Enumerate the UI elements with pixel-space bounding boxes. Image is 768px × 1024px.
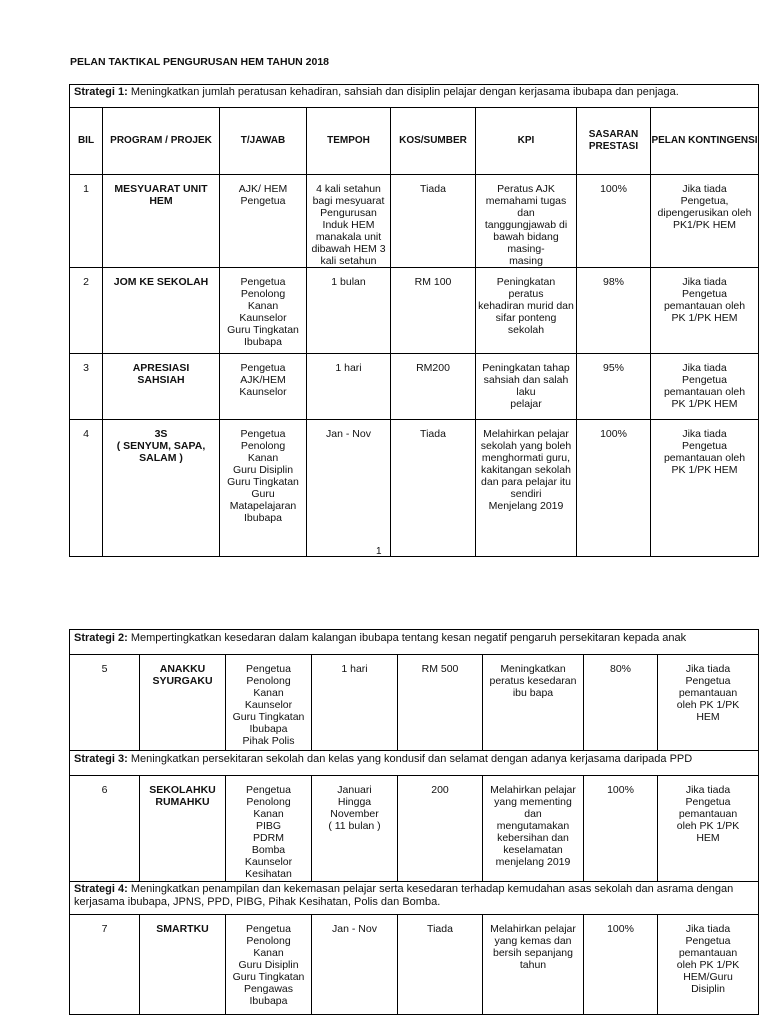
cell-tjawab-line: Pengetua <box>240 428 286 440</box>
col-header-kontingensi: PELAN KONTINGENSI <box>651 108 759 175</box>
cell-kpi-line: mengutamakan <box>496 820 570 832</box>
cell-kpi-line: menjelang 2019 <box>495 856 571 868</box>
cell-kpi-line: Peratus AJK <box>497 183 555 195</box>
cell-kpi-line: pelajar <box>510 398 542 410</box>
cell-tjawab-line: Kanan <box>253 808 284 820</box>
cell-bil-line: 7 <box>101 923 108 935</box>
cell-kpi-line: dan para pelajar itu <box>481 476 571 488</box>
cell-kontingensi-line: HEM/Guru <box>683 971 733 983</box>
cell-kpi-line: dan <box>524 808 542 820</box>
cell-tjawab-line: Ibubapa <box>244 512 282 524</box>
cell-kontingensi-line: Pengetua <box>682 288 727 300</box>
cell-kos-line: RM 100 <box>414 276 452 288</box>
cell-tjawab-line: Kanan <box>253 687 284 699</box>
cell-kpi-line: sendiri <box>510 488 542 500</box>
cell-sasaran <box>584 655 658 751</box>
cell-tjawab <box>220 354 307 420</box>
cell-tjawab-line: Penolong <box>246 796 291 808</box>
cell-kpi-line: kakitangan sekolah <box>481 464 571 476</box>
cell-kontingensi-line: Jika tiada <box>682 183 727 195</box>
cell-tempoh-line: ( 11 bulan ) <box>328 820 381 832</box>
cell-sasaran <box>577 354 651 420</box>
cell-sasaran-line: 100% <box>600 183 627 195</box>
cell-kontingensi-line: Jika tiada <box>682 276 727 288</box>
cell-tjawab-line: Guru Tingkatan <box>227 476 299 488</box>
cell-tjawab-line: Pengetua <box>246 663 291 675</box>
strategy-4-row <box>70 882 759 915</box>
cell-tempoh-line: kali setahun <box>320 255 377 267</box>
cell-kontingensi-line: oleh PK 1/PK <box>676 699 740 711</box>
strategy-4-label: Strategi 4: <box>74 883 128 895</box>
table-row <box>70 175 759 268</box>
cell-tjawab-line: Kaunselor <box>244 856 293 868</box>
strategy-1-label: Strategi 1: <box>74 86 128 98</box>
cell-kos <box>398 776 483 882</box>
cell-kontingensi-line: HEM <box>696 832 720 844</box>
cell-kpi-line: yang mementing <box>494 796 572 808</box>
col-header-program: PROGRAM / PROJEK <box>103 108 220 175</box>
cell-program-line: SEKOLAHKU <box>149 784 216 796</box>
cell-tjawab-line: Pengawas <box>243 983 294 995</box>
cell-kpi-line: sekolah <box>507 324 545 336</box>
tactical-plan-table-1 <box>69 84 759 557</box>
cell-kpi-line: Melahirkan pelajar <box>483 428 569 440</box>
cell-kontingensi-line: Pengetua <box>685 796 731 808</box>
cell-kontingensi-line: Pengetua <box>685 935 731 947</box>
cell-program-line: JOM KE SEKOLAH <box>113 276 209 288</box>
cell-sasaran <box>584 776 658 882</box>
cell-kpi-line: ibu bapa <box>512 687 554 699</box>
cell-kos-line: RM 500 <box>421 663 459 675</box>
cell-program <box>140 655 226 751</box>
cell-sasaran-line: 95% <box>602 362 624 374</box>
cell-tjawab-line: Guru Tingkatan <box>232 711 305 723</box>
cell-tempoh-line: Induk HEM <box>322 219 375 231</box>
col-header-tempoh: TEMPOH <box>307 108 391 175</box>
col-header-bil: BIL <box>70 108 103 175</box>
cell-kontingensi <box>658 655 759 751</box>
cell-tempoh-line: Januari <box>337 784 372 796</box>
cell-tempoh <box>307 420 391 557</box>
cell-program-line: HEM <box>149 195 173 207</box>
strategy-2-row <box>70 630 759 655</box>
cell-kpi-line: menghormati guru, <box>481 452 571 464</box>
table-row <box>70 420 759 557</box>
cell-tempoh-line: Jan - Nov <box>332 923 377 935</box>
cell-kpi-line: kebersihan dan <box>497 832 569 844</box>
cell-kpi-line: peratus kesedaran <box>489 675 577 687</box>
cell-tempoh-line: Jan - Nov <box>326 428 371 440</box>
cell-tempoh-line: Pengurusan <box>320 207 377 219</box>
col-header-kos: KOS/SUMBER <box>391 108 476 175</box>
cell-tjawab-line: Pengetua <box>246 923 291 935</box>
cell-kontingensi-line: oleh PK 1/PK <box>676 959 740 971</box>
cell-tempoh-line: dibawah HEM 3 <box>311 243 386 255</box>
cell-bil-line: 2 <box>83 276 89 288</box>
cell-tjawab-line: Guru Tingkatan <box>227 324 299 336</box>
cell-kpi <box>476 420 577 557</box>
cell-program <box>103 354 220 420</box>
cell-bil <box>70 915 140 1015</box>
cell-kpi-line: sifar ponteng <box>495 312 557 324</box>
cell-kontingensi-line: pemantauan <box>678 808 738 820</box>
cell-kpi-line: masing <box>509 255 543 267</box>
cell-kontingensi <box>651 354 759 420</box>
cell-program <box>103 175 220 268</box>
cell-kontingensi <box>658 776 759 882</box>
table-header-row <box>70 108 759 175</box>
table-row <box>70 354 759 420</box>
cell-bil-line: 1 <box>83 183 89 195</box>
cell-sasaran-line: 98% <box>602 276 624 288</box>
cell-tjawab-line: Ibubapa <box>244 336 282 348</box>
cell-tjawab-line: AJK/HEM <box>240 374 286 386</box>
cell-program <box>140 915 226 1015</box>
strategy-4-text: Meningkatkan penampilan dan kekemasan pelajar serta kesedaran terhadap kemudahan asas sekolah dan asrama dengan kerjasama ibubapa, JPNS, PPD, PIBG, Pihak Kesihatan, Polis dan Bomba. <box>74 883 734 908</box>
cell-kos-line: Tiada <box>420 183 446 195</box>
cell-kontingensi-line: pemantauan <box>678 687 738 699</box>
cell-program-line: SALAM ) <box>139 452 183 464</box>
cell-tempoh-line: manakala unit <box>315 231 382 243</box>
cell-sasaran <box>577 175 651 268</box>
cell-bil <box>70 354 103 420</box>
cell-kpi <box>483 915 584 1015</box>
cell-tempoh-line: bagi mesyuarat <box>312 195 385 207</box>
cell-kpi-line: sahsiah dan salah laku <box>483 374 569 398</box>
cell-kos-line: 200 <box>431 784 449 796</box>
cell-kpi-line: bawah bidang masing- <box>493 231 559 255</box>
cell-kontingensi <box>658 915 759 1015</box>
cell-tjawab-line: PDRM <box>253 832 284 844</box>
cell-tjawab-line: Penolong <box>246 675 291 687</box>
cell-tempoh-line: 1 hari <box>335 362 362 374</box>
cell-tjawab-line: PIBG <box>255 820 282 832</box>
col-header-tjawab: T/JAWAB <box>220 108 307 175</box>
cell-kontingensi-line: Pengetua <box>682 440 727 452</box>
cell-kpi-line: tahun <box>519 959 547 971</box>
cell-kontingensi-line: oleh PK 1/PK <box>676 820 740 832</box>
cell-kontingensi-line: Pengetua <box>685 675 731 687</box>
cell-kontingensi-line: Jika tiada <box>682 428 727 440</box>
cell-bil-line: 6 <box>101 784 108 796</box>
cell-tjawab-line: Bomba <box>251 844 286 856</box>
cell-sasaran <box>584 915 658 1015</box>
cell-program <box>103 268 220 354</box>
cell-tjawab-line: Ibubapa <box>249 723 288 735</box>
cell-kpi <box>483 655 584 751</box>
cell-sasaran <box>577 420 651 557</box>
cell-program-line: RUMAHKU <box>155 796 210 808</box>
cell-kontingensi-line: Jika tiada <box>685 923 731 935</box>
cell-tjawab-line: Kanan <box>253 947 284 959</box>
strategy-3-row <box>70 751 759 776</box>
cell-tjawab-line: Ibubapa <box>249 995 288 1007</box>
cell-kontingensi-line: dipengerusikan oleh <box>657 207 752 219</box>
cell-program-line: SMARTKU <box>156 923 209 935</box>
cell-kpi-line: Melahirkan pelajar <box>490 784 576 796</box>
cell-kontingensi-line: Disiplin <box>691 983 725 995</box>
table-row <box>70 268 759 354</box>
cell-program <box>103 420 220 557</box>
cell-sasaran <box>577 268 651 354</box>
cell-tjawab-line: Pengetua <box>246 784 291 796</box>
strategy-3-text: Meningkatkan persekitaran sekolah dan kelas yang kondusif dan selamat dengan adanya kerjasama daripada PPD <box>130 753 693 765</box>
cell-tjawab-line: Pengetua <box>240 195 286 207</box>
cell-kpi <box>476 354 577 420</box>
cell-kpi-line: kehadiran murid dan <box>478 300 574 312</box>
cell-bil <box>70 420 103 557</box>
cell-tjawab <box>226 655 312 751</box>
cell-kpi-line: Peningkatan peratus <box>496 276 556 300</box>
cell-kontingensi-line: PK 1/PK HEM <box>671 398 738 410</box>
strategy-3-label: Strategi 3: <box>74 753 128 765</box>
cell-tjawab <box>220 175 307 268</box>
cell-kos-line: Tiada <box>427 923 453 935</box>
cell-kpi <box>483 776 584 882</box>
strategy-1-text: Meningkatkan jumlah peratusan kehadiran, sahsiah dan disiplin pelajar dengan kerjasama ibubapa dan penjaga. <box>130 86 679 98</box>
cell-tempoh-line: 4 kali setahun <box>316 183 381 195</box>
cell-kpi-line: tanggungjawab di <box>484 219 568 231</box>
cell-sasaran-line: 100% <box>600 428 627 440</box>
strategy-2-label: Strategi 2: <box>74 632 128 644</box>
cell-kos <box>398 915 483 1015</box>
cell-kontingensi-line: pemantauan oleh <box>663 386 746 398</box>
cell-kos <box>398 655 483 751</box>
page-number: 1 <box>376 546 382 557</box>
cell-kpi-line: bersih sepanjang <box>493 947 573 959</box>
cell-program <box>140 776 226 882</box>
cell-kontingensi-line: Jika tiada <box>682 362 727 374</box>
cell-kos <box>391 175 476 268</box>
cell-program-line: MESYUARAT UNIT <box>114 183 208 195</box>
cell-program-line: APRESIASI <box>132 362 190 374</box>
cell-bil-line: 4 <box>83 428 89 440</box>
cell-tempoh <box>312 915 398 1015</box>
cell-kpi <box>476 268 577 354</box>
cell-tjawab-line: Matapelajaran <box>229 500 297 512</box>
cell-kpi <box>476 175 577 268</box>
cell-kontingensi-line: PK 1/PK HEM <box>671 312 738 324</box>
cell-sasaran-line: 80% <box>609 663 631 675</box>
cell-tjawab <box>226 776 312 882</box>
strategy-1-row <box>70 85 759 108</box>
cell-kpi-line: Melahirkan pelajar <box>490 923 576 935</box>
cell-program-line: ANAKKU <box>159 663 206 675</box>
cell-tempoh <box>312 776 398 882</box>
cell-program-line: ( SENYUM, SAPA, <box>116 440 206 452</box>
cell-kontingensi <box>651 175 759 268</box>
cell-tjawab-line: Kesihatan <box>245 868 292 880</box>
cell-tempoh-line: 1 bulan <box>331 276 366 288</box>
cell-bil <box>70 268 103 354</box>
cell-kontingensi <box>651 268 759 354</box>
cell-kpi-line: keselamatan <box>503 844 563 856</box>
cell-kos <box>391 420 476 557</box>
cell-tempoh-line: November <box>330 808 379 820</box>
cell-kontingensi-line: pemantauan oleh <box>663 300 746 312</box>
cell-tjawab <box>226 915 312 1015</box>
cell-tjawab-line: Guru Tingkatan <box>232 971 305 983</box>
cell-tjawab-line: Penolong <box>240 440 286 452</box>
cell-kontingensi <box>651 420 759 557</box>
cell-kos-line: Tiada <box>420 428 446 440</box>
cell-program-line: SAHSIAH <box>137 374 185 386</box>
cell-tjawab-line: Guru Disiplin <box>238 959 299 971</box>
cell-tjawab-line: Kaunselor <box>239 386 287 398</box>
cell-kontingensi-line: Jika tiada <box>685 784 731 796</box>
cell-tjawab-line: Penolong <box>240 288 286 300</box>
cell-kos-line: RM200 <box>416 362 450 374</box>
cell-sasaran-line: 100% <box>607 923 634 935</box>
cell-bil-line: 5 <box>101 663 108 675</box>
cell-kontingensi-line: HEM <box>696 711 720 723</box>
cell-tjawab-line: AJK/ HEM <box>238 183 288 195</box>
cell-tjawab-line: Pengetua <box>240 276 286 288</box>
tactical-plan-table-2 <box>69 629 759 1015</box>
cell-tempoh-line: 1 hari <box>341 663 368 675</box>
table-row <box>70 655 759 751</box>
cell-kpi-line: sekolah yang boleh <box>480 440 572 452</box>
cell-tjawab-line: Kanan <box>247 300 279 312</box>
cell-tempoh-line: Hingga <box>337 796 372 808</box>
table-row <box>70 915 759 1015</box>
cell-tjawab-line: Guru Disiplin <box>232 464 294 476</box>
cell-bil-line: 3 <box>83 362 89 374</box>
cell-kontingensi-line: PK1/PK HEM <box>673 219 737 231</box>
cell-kontingensi-line: pemantauan <box>678 947 738 959</box>
document-title: PELAN TAKTIKAL PENGURUSAN HEM TAHUN 2018 <box>70 56 330 68</box>
cell-bil <box>70 776 140 882</box>
cell-tempoh <box>312 655 398 751</box>
cell-program-line: SYURGAKU <box>152 675 213 687</box>
col-header-sasaran: SASARAN PRESTASI <box>577 108 651 175</box>
table-row <box>70 776 759 882</box>
cell-kpi-line: Menjelang 2019 <box>488 500 564 512</box>
cell-tjawab <box>220 420 307 557</box>
cell-tjawab-line: Pengetua <box>240 362 286 374</box>
cell-tjawab <box>220 268 307 354</box>
cell-tjawab-line: Kanan <box>247 452 279 464</box>
cell-program-line: 3S <box>154 428 168 440</box>
cell-kpi-line: Peningkatan tahap <box>482 362 570 374</box>
cell-kontingensi-line: Pengetua, <box>680 195 729 207</box>
cell-kos <box>391 268 476 354</box>
cell-tjawab-line: Guru <box>251 488 275 500</box>
cell-kpi-line: Meningkatkan <box>500 663 566 675</box>
cell-tjawab-line: Penolong <box>246 935 291 947</box>
cell-kontingensi-line: Pengetua <box>682 374 727 386</box>
cell-tempoh <box>307 354 391 420</box>
cell-tjawab-line: Pihak Polis <box>242 735 295 747</box>
cell-tjawab-line: Kaunselor <box>244 699 293 711</box>
cell-tempoh <box>307 175 391 268</box>
cell-kontingensi-line: PK 1/PK HEM <box>671 464 738 476</box>
cell-kpi-line: memahami tugas dan <box>485 195 567 219</box>
cell-bil <box>70 175 103 268</box>
cell-tempoh <box>307 268 391 354</box>
cell-kos <box>391 354 476 420</box>
cell-tjawab-line: Kaunselor <box>239 312 287 324</box>
cell-kontingensi-line: pemantauan oleh <box>663 452 746 464</box>
strategy-2-text: Mempertingkatkan kesedaran dalam kalangan ibubapa tentang kesan negatif pengaruh persekitaran kepada anak <box>130 632 687 644</box>
cell-kpi-line: yang kemas dan <box>494 935 572 947</box>
col-header-kpi: KPI <box>476 108 577 175</box>
cell-bil <box>70 655 140 751</box>
cell-sasaran-line: 100% <box>607 784 634 796</box>
cell-kontingensi-line: Jika tiada <box>685 663 731 675</box>
